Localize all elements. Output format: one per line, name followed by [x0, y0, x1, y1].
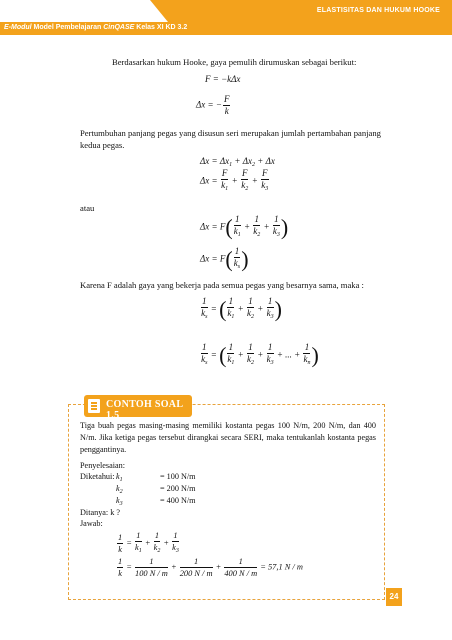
example-badge — [84, 395, 192, 421]
k3-value: = 400 N/m — [160, 496, 196, 505]
equation-series-3: $\frac{1}{k_s}$ = ( $\frac{1}{k_1}$ + $\frac{1}{k_2}$ + $\frac{1}{k_3}$ ) — [201, 296, 282, 322]
atau-text: atau — [80, 203, 95, 213]
chapter-title: ELASTISITAS DAN HUKUM HOOKE — [316, 7, 440, 14]
equation-dx: Δx = − $\frac{F}{k}$ — [196, 94, 230, 116]
answer-label: Jawab: — [80, 519, 103, 528]
example-problem: Tiga buah pegas masing-masing memiliki kostanta pegas 100 N/m, 200 N/m, dan 400 N/m. Jika ketiga pegas tersebut dirangkai secara SERI, maka tentukanlah kostanta pegas penggantinya. — [80, 421, 376, 454]
known-label: Diketahui: — [80, 472, 115, 481]
answer-result: = 57,1 N / m — [260, 562, 303, 572]
equation-sum-dx: $\Delta x = \Delta x_1 + \Delta x_2 + \Delta x$ — [200, 156, 275, 168]
equation-sum-fk: Δx = $\frac{F}{k_1}$ + $\frac{F}{k_2}$ + $\frac{F}{k_3}$ — [200, 168, 269, 192]
karena-text: Karena F adalah gaya yang bekerja pada semua pegas yang besarnya sama, maka : — [80, 280, 364, 290]
solution-label: Penyelesaian: — [80, 461, 126, 470]
page-number: 24 — [386, 588, 402, 606]
k2-value: = 200 N/m — [160, 484, 196, 493]
equation-answer-2: $\frac{1}{k}$ = $\frac{1}{100 N / m}$ + $\frac{1}{200 N / m}$ + $\frac{1}{400 N / m}$ = 57,1 N / m — [118, 557, 303, 578]
equation-factor-f: Δx = F( $\frac{1}{k_1}$ + $\frac{1}{k_2}$ + $\frac{1}{k_3}$ ) — [200, 214, 289, 240]
book-icon — [88, 399, 100, 413]
example-badge-label: CONTOH SOAL 1.5 — [106, 399, 183, 421]
module-title: E-Modul Model Pembelajaran CinQASE Kelas XI KD 3.2 — [4, 24, 188, 31]
equation-series-n: $\frac{1}{k_s}$ = ( $\frac{1}{k_1}$ + $\frac{1}{k_2}$ + $\frac{1}{k_3}$ + ... + $\frac{1}{k_n}$ ) — [201, 342, 319, 368]
k3-label: $k_3$ — [116, 496, 123, 507]
k2-label: $k_2$ — [116, 484, 123, 495]
equation-ks: Δx = F( $\frac{1}{k_s}$ ) — [200, 246, 249, 272]
k1-label: $k_1$ — [116, 472, 123, 483]
intro-text: Berdasarkan hukum Hooke, gaya pemulih dirumuskan sebagai berikut: — [112, 57, 357, 67]
equation-answer-1: $\frac{1}{k}$ = $\frac{1}{k_1}$ + $\frac{1}{k_2}$ + $\frac{1}{k_3}$ — [118, 531, 179, 554]
header-corner — [150, 0, 168, 22]
k1-value: = 100 N/m — [160, 472, 196, 481]
series-text: Pertumbuhan panjang pegas yang disusun seri merupakan jumlah pertambahan panjang kedua pegas. — [80, 128, 381, 150]
equation-hooke: F = −kΔx — [205, 74, 241, 84]
asked-label: Ditanya: k ? — [80, 508, 121, 517]
